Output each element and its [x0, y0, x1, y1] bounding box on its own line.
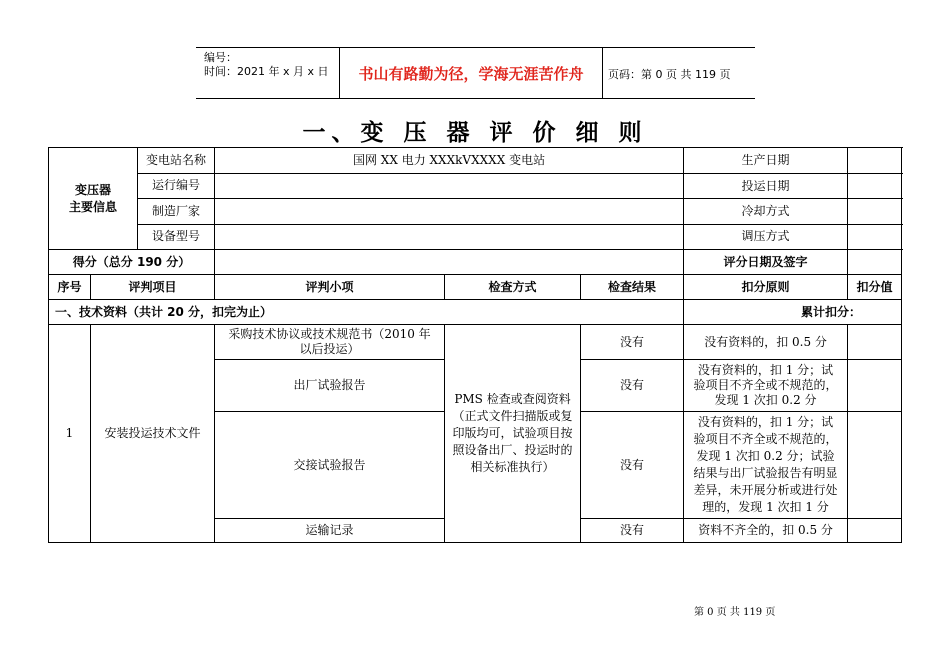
document-time-label: 时间：2021 年 x 月 x 日 — [204, 65, 329, 78]
header-slogan: 书山有路勤为径，学海无涯苦作舟 — [339, 48, 603, 98]
deduction-rule: 没有资料的，扣 1 分；试验项目不齐全或不规范的，发现 1 次扣 0.2 分；试验结果与出厂试验报告有明显差异，未开展分析或进行处理的，发现 1 次扣 1 分 — [684, 412, 848, 519]
subitem-name: 采购技术协议或技术规范书（2010 年以后投运） — [215, 325, 445, 360]
info-group-cell — [49, 148, 215, 250]
document-number-label: 编号： — [204, 51, 237, 64]
section-label: 一、技术资料（共计 20 分，扣完为止） — [49, 300, 684, 325]
page-title: 一、变 压 器 评 价 细 则 — [302, 120, 648, 146]
info-value — [215, 174, 684, 199]
info-label-2: 冷却方式 — [684, 199, 848, 224]
score-value — [215, 250, 684, 275]
column-header: 检查结果 — [581, 275, 684, 300]
table-row — [49, 325, 902, 360]
column-header: 评判项目 — [91, 275, 215, 300]
deduction-rule: 没有资料的，扣 1 分；试验项目不齐全或不规范的，发现 1 次扣 0.2 分 — [684, 360, 848, 412]
info-row — [49, 148, 902, 174]
info-group-label: 变压器 主要信息 — [49, 148, 138, 249]
item-name: 安装投运技术文件 — [91, 325, 215, 543]
deduction-rule: 资料不齐全的，扣 0.5 分 — [684, 519, 848, 543]
page-footer: 第 0 页 共 119 页 — [694, 607, 776, 618]
info-value: 国网 XX 电力 XXXkVXXXX 变电站 — [215, 148, 684, 174]
column-header: 序号 — [49, 275, 91, 300]
info-value-2 — [848, 174, 902, 199]
check-method: PMS 检查或查阅资料（正式文件扫描版或复印版均可，试验项目按照设备出厂、投运时的相关标准执行） — [445, 325, 581, 543]
item-number: 1 — [49, 325, 91, 543]
column-header-row — [49, 275, 902, 300]
info-label: 运行编号 — [138, 174, 214, 200]
column-header: 评判小项 — [215, 275, 445, 300]
deduction-rule: 没有资料的，扣 0.5 分 — [684, 325, 848, 360]
info-label-2: 生产日期 — [684, 148, 848, 174]
column-header: 扣分原则 — [684, 275, 848, 300]
section-row — [49, 300, 902, 325]
date-sign-value — [848, 250, 902, 275]
score-label: 得分（总分 190 分） — [49, 250, 215, 275]
info-label: 设备型号 — [152, 229, 201, 244]
subitem-name: 运输记录 — [215, 519, 445, 543]
subitem-name: 交接试验报告 — [215, 412, 445, 519]
header-page-label: 页码：第 0 页 共 119 页 — [608, 68, 731, 81]
deduction-value — [848, 325, 902, 360]
check-result: 没有 — [581, 412, 684, 519]
info-label-2: 投运日期 — [684, 174, 848, 199]
check-result: 没有 — [581, 519, 684, 543]
date-sign-label: 评分日期及签字 — [684, 250, 848, 275]
info-value-2 — [848, 199, 902, 224]
info-label: 制造厂家 — [138, 199, 214, 225]
info-value-2 — [848, 224, 902, 249]
info-label-2: 调压方式 — [684, 224, 848, 249]
score-row — [49, 250, 902, 275]
evaluation-table — [48, 147, 902, 543]
deduction-value — [848, 519, 902, 543]
column-header: 检查方式 — [445, 275, 581, 300]
info-label: 变电站名称 — [138, 148, 214, 174]
info-value — [215, 224, 684, 249]
check-result: 没有 — [581, 325, 684, 360]
info-value-2 — [848, 148, 902, 174]
check-result: 没有 — [581, 360, 684, 412]
deduction-value — [848, 360, 902, 412]
deduction-value — [848, 412, 902, 519]
cumulative-deduction-label: 累计扣分： — [684, 300, 902, 325]
header-left — [204, 51, 329, 79]
column-header: 扣分值 — [848, 275, 902, 300]
info-value — [215, 199, 684, 224]
subitem-name: 出厂试验报告 — [215, 360, 445, 412]
document-header — [196, 47, 755, 99]
